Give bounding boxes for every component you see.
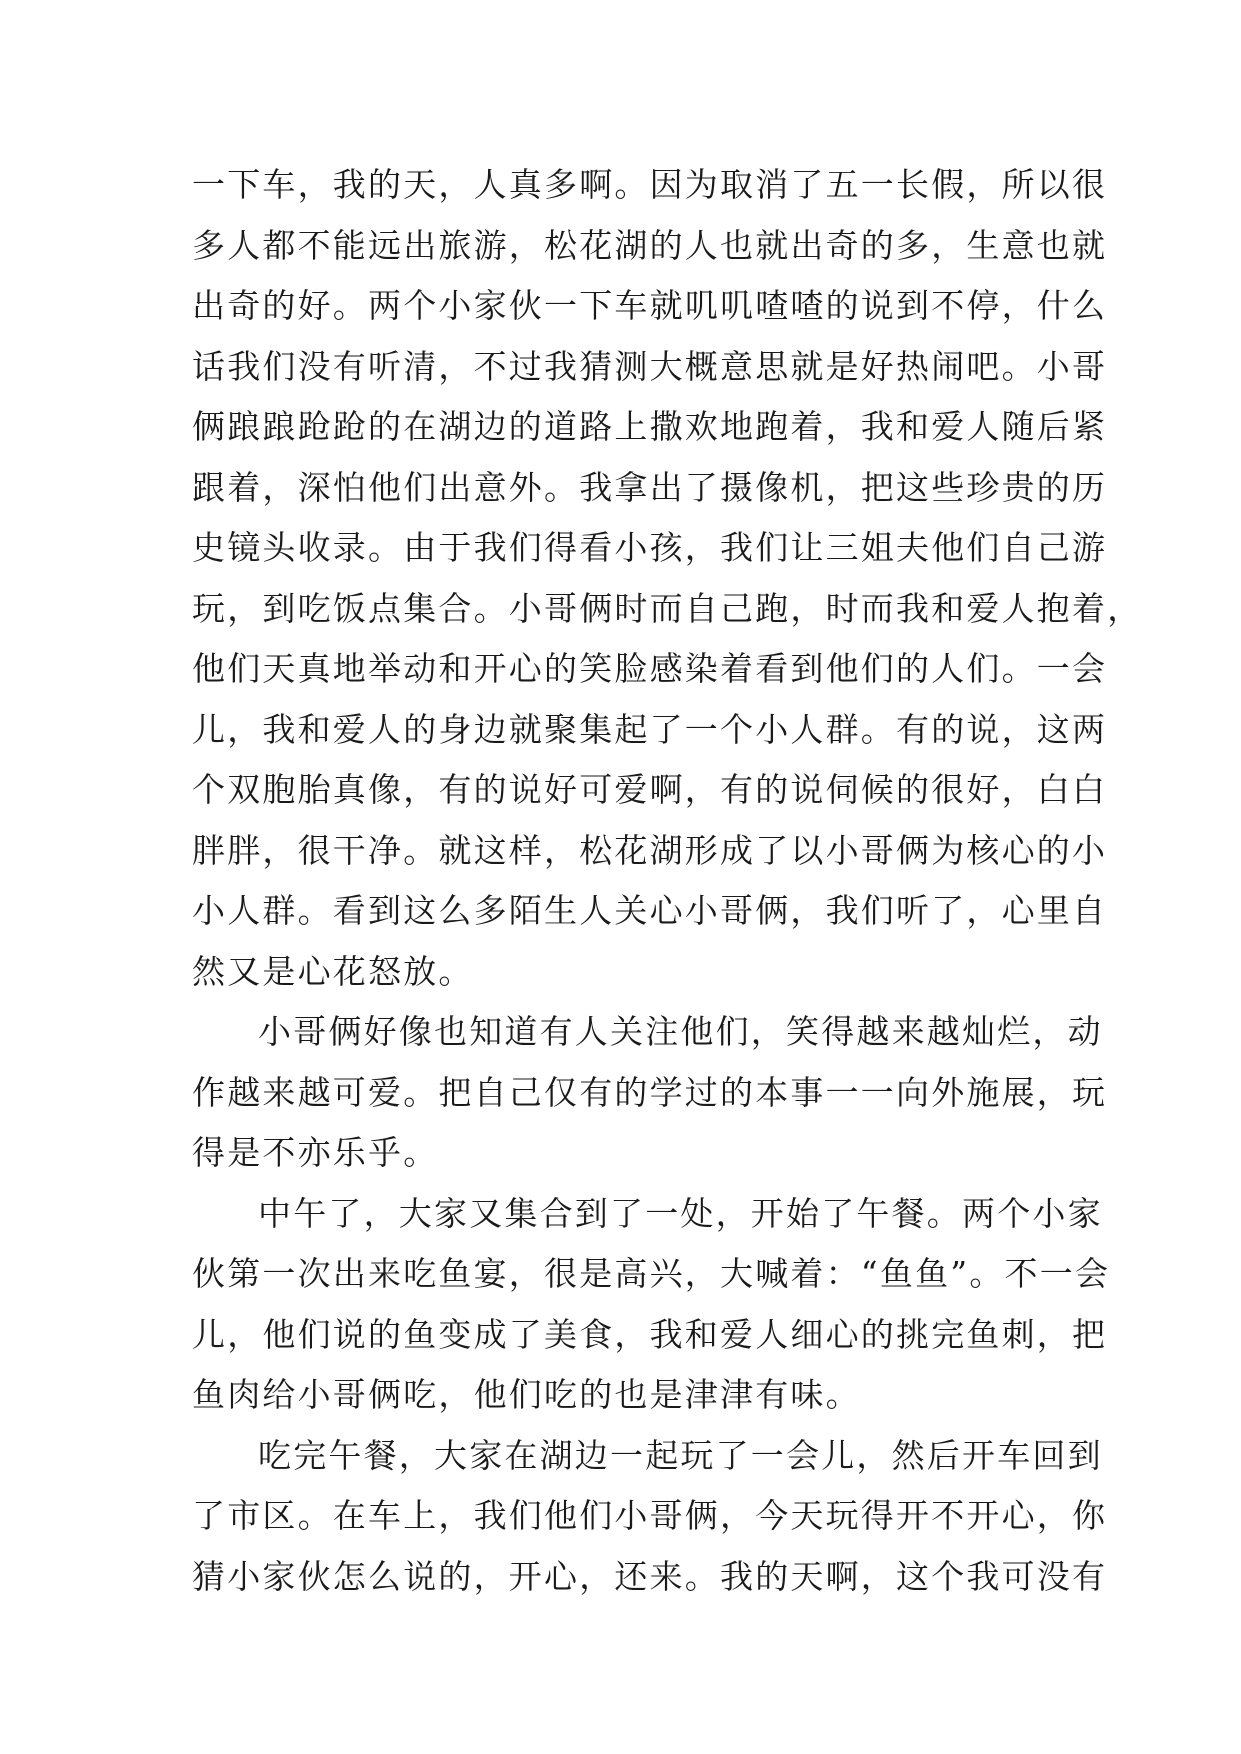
text-line: 一下车，我的天，人真多啊。因为取消了五一长假，所以很 [192,165,1108,204]
text-line: 小人群。看到这么多陌生人关心小哥俩，我们听了，心里自 [192,891,1108,930]
text-line: 他们天真地举动和开心的笑脸感染着看到他们的人们。一会 [192,649,1108,688]
paragraph [192,1002,1108,1184]
paragraph [192,1184,1111,1426]
paragraph [192,1426,1108,1608]
text-line: 多人都不能远出旅游，松花湖的人也就出奇的多，生意也就 [192,225,1108,265]
body-text [192,155,1143,1607]
text-line: 小哥俩好像也知道有人关注他们，笑得越来越灿烂，动 [258,1012,1103,1051]
text-line: 然又是心花怒放。 [192,951,474,991]
text-line: 猜小家伙怎么说的，开心，还来。我的天啊，这个我可没有 [192,1556,1108,1596]
text-line: 话我们没有听清，不过我猜测大概意思就是好热闹吧。小哥 [192,346,1108,386]
text-line: 鱼肉给小哥俩吃，他们吃的也是津津有味。 [192,1375,861,1414]
text-line: 玩，到吃饭点集合。小哥俩时而自己跑，时而我和爱人抱着， [192,588,1143,628]
text-line: 吃完午餐，大家在湖边一起玩了一会儿，然后开车回到 [258,1435,1103,1475]
text-line: 伙第一次出来吃鱼宴，很是高兴，大喊着：“鱼鱼”。不一会 [192,1254,1111,1293]
text-line: 俩踉踉跄跄的在湖边的道路上撒欢地跑着，我和爱人随后紧 [192,407,1108,446]
text-line: 儿，我和爱人的身边就聚集起了一个小人群。有的说，这两 [192,709,1108,749]
text-line: 中午了，大家又集合到了一处，开始了午餐。两个小家 [258,1193,1103,1233]
text-line: 出奇的好。两个小家伙一下车就叽叽喳喳的说到不停，什么 [192,286,1108,325]
text-line: 了市区。在车上，我们他们小哥俩，今天玩得开不开心，你 [192,1496,1108,1535]
text-line: 胖胖，很干净。就这样，松花湖形成了以小哥俩为核心的小 [192,830,1108,870]
text-line: 得是不亦乐乎。 [192,1133,439,1172]
text-line: 个双胞胎真像，有的说好可爱啊，有的说伺候的很好，白白 [192,770,1108,809]
text-line: 作越来越可爱。把自己仅有的学过的本事一一向外施展，玩 [192,1072,1108,1112]
text-line: 跟着，深怕他们出意外。我拿出了摄像机，把这些珍贵的历 [192,467,1108,507]
text-line: 史镜头收录。由于我们得看小孩，我们让三姐夫他们自己游 [192,528,1108,567]
paragraph [192,155,1143,1002]
text-line: 儿，他们说的鱼变成了美食，我和爱人细心的挑完鱼刺，把 [192,1314,1108,1354]
